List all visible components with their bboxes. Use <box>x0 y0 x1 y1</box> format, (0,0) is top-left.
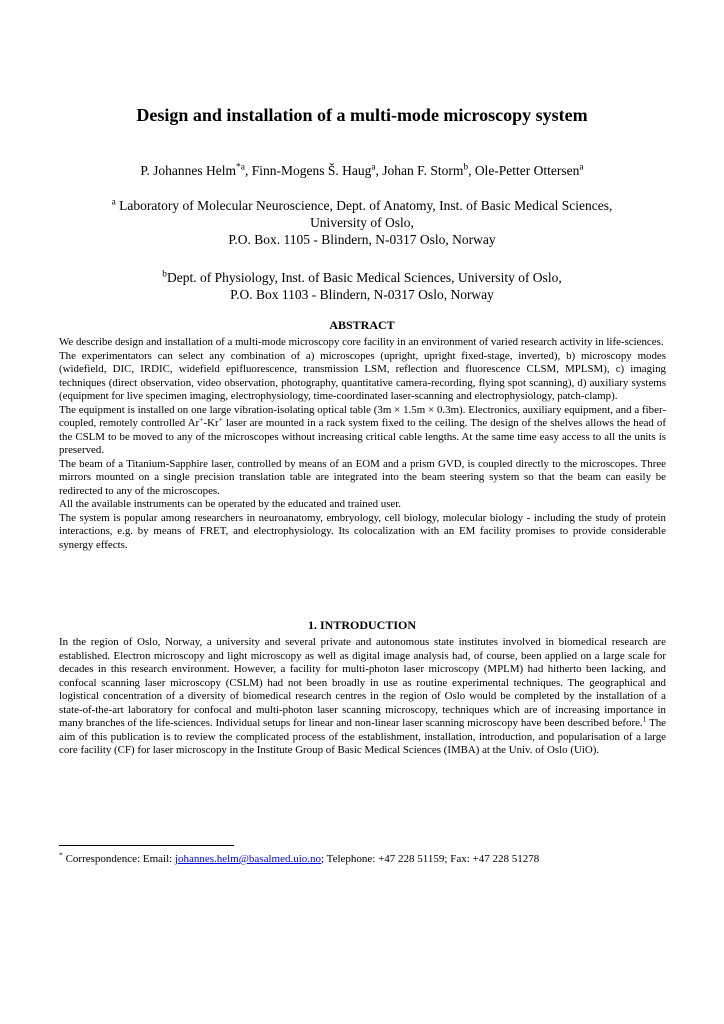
abstract-heading: ABSTRACT <box>329 318 395 332</box>
affiliation-b-marker: b <box>162 269 167 280</box>
reference-marker[interactable]: 1 <box>642 714 647 724</box>
abstract-paragraph-3: The equipment is installed on one large vibration-isolating optical table (3m × 1.5m × 0.3m). Electronics, auxiliary equipment, and a fiber-coupled, remotely controlled Ar+-Kr+ laser are mounted in a rack system fixed to the ceiling. The design of the shelves allows the head of the CSLM to be moved to any of the microscopes without increasing critical cable lengths. At the same time easy access to all the units is preserved. <box>59 403 666 456</box>
author-ottersen: Ole-Petter Ottersen$^a$ <box>474 162 584 178</box>
author-ottersen-affiliation-marker: a <box>579 162 584 173</box>
author-haug-affiliation-marker: a <box>371 162 376 173</box>
footnote-marker: * <box>59 850 63 860</box>
introduction-paragraph: In the region of Oslo, Norway, a university and several private and autonomous state institutes involved in biomedical research are established. Electron microscopy and light microscopy as well as digital image analysis had, of course, been applied on a large scale for decades in this research environment. However, a facility for multi-photon laser microscopy (MPLM) had hitherto been lacking, and confocal scanning laser microscopy (CSLM) had not been broadly in use as routine experimental techniques. The geographical and logistical concentration of a diversity of biomedical research centres in the region of Oslo would be completed by the installation of a state-of-the-art laboratory for confocal and multi-photon laser scanning microscopy, techniques which are of increasing importance in many branches of the life-sciences. Individual setups for linear and non-linear laser scanning microscopy have been described before.$^1$ The aim of this publication is to review the complicated process of the establishment, installation, introduction, and popularisation of a large core facility (CF) for laser microscopy in the Institute Group of Basic Medical Sciences (IMBA) at the Univ. of Oslo (UiO). <box>59 636 666 756</box>
affiliation-a <box>0 197 724 248</box>
affiliation-a-line-2: University of Oslo, <box>310 215 414 230</box>
affiliation-b-line-2: P.O. Box 1103 - Blindern, N-0317 Oslo, Norway <box>230 287 494 302</box>
affiliation-a-line-1: $^a$ Laboratory of Molecular Neuroscience, Dept. of Anatomy, Inst. of Basic Medical Sciences, <box>111 197 613 213</box>
abstract-paragraph-2: The experimentators can select any combination of a) microscopes (upright, upright fixed-stage, inverted), b) microscopy modes (widefield, DIC, IRDIC, widefield epifluorescence, transmission LSM, reflection and fluorescence CLSM, MPLSM), c) imaging techniques (direct observation, video observation, photography, quantitative camera-recording, flying spot scanning), d) auxiliary systems (equipment for live specimen imaging, electrophysiology, time-coordinated laser-scanning and electrophysiology, patch-clamp). <box>59 349 666 402</box>
email-link[interactable]: johannes.helm@basalmed.uio.no <box>174 853 322 865</box>
paper-title: Design and installation of a multi-mode microscopy system <box>136 105 588 125</box>
author-haug: Finn-Mogens Š. Haug$^a$, <box>251 162 383 178</box>
author-helm-affiliation-marker: *a <box>236 162 245 173</box>
footnote-divider <box>59 845 234 846</box>
introduction-body <box>59 636 666 758</box>
author-helm: P. Johannes Helm$^{*a}$, <box>140 162 252 178</box>
introduction-heading: 1. INTRODUCTION <box>307 618 416 632</box>
author-storm-affiliation-marker: b <box>463 162 469 173</box>
abstract-paragraph-1: We describe design and installation of a multi-mode microscopy core facility in an environment of varied research activity in life-sciences. <box>59 336 664 348</box>
abstract-paragraph-6: The system is popular among researchers in neuroanatomy, embryology, cell biology, molecular biology - including the study of protein interactions, e.g. by means of FRET, and electrophysiology. Its colocalization with an EM facility promises to provide considerable synergy effects. <box>59 511 666 551</box>
affiliation-a-line-3: P.O. Box. 1105 - Blindern, N-0317 Oslo, Norway <box>228 232 496 247</box>
author-storm: Johan F. Storm$^b$, <box>382 162 475 178</box>
author-list <box>0 162 724 180</box>
abstract-paragraph-5: All the available instruments can be operated by the educated and trained user. <box>59 498 402 510</box>
abstract-body <box>59 336 666 552</box>
affiliation-b-line-1: $^b$Dept. of Physiology, Inst. of Basic Medical Sciences, University of Oslo, <box>162 269 562 285</box>
footnote: * Correspondence: Email: johannes.helm@basalmed.uio.no; Telephone: +47 228 51159; Fax: +47 228 51278 <box>59 850 540 865</box>
abstract-paragraph-4: The beam of a Titanium-Sapphire laser, controlled by means of an EOM and a prism GVD, is coupled directly to the microscopes. Three mirrors mounted on a single precision translation table are integrated into the beam steering system so that the beam can easily be redirected to any of the microscopes. <box>59 457 666 497</box>
affiliation-b <box>0 269 724 303</box>
affiliation-a-marker: a <box>111 197 116 208</box>
